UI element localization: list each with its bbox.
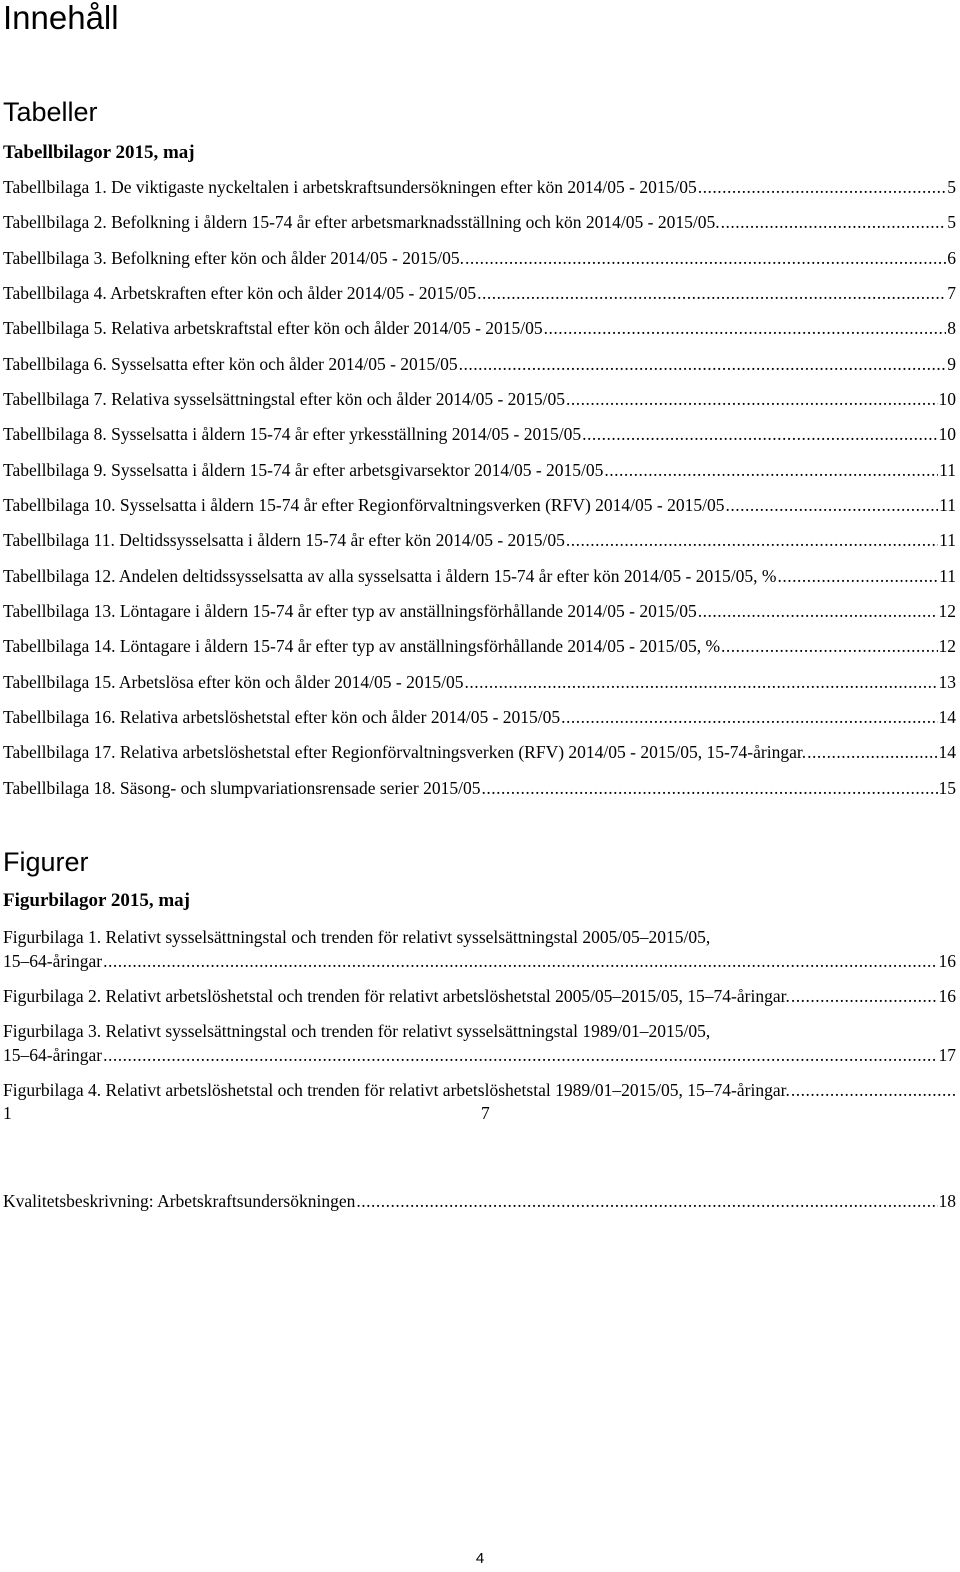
figures-subheading: Figurbilagor 2015, maj xyxy=(3,890,191,911)
toc-entry-figure-3[interactable] xyxy=(3,1019,956,1078)
toc-entry-table-17[interactable] xyxy=(3,741,956,776)
toc-entry-title: Tabellbilaga 6. Sysselsatta efter kön och ålder 2014/05 - 2015/05 xyxy=(3,353,458,374)
toc-leader-dots xyxy=(721,211,947,233)
toc-leader-dots xyxy=(698,600,938,622)
toc-entry-table-9[interactable] xyxy=(3,459,956,494)
toc-entry-table-16[interactable] xyxy=(3,706,956,741)
toc-entry-page: 11 xyxy=(939,494,956,515)
toc-entry-title: Tabellbilaga 11. Deltidssysselsatta i åldern 15-74 år efter kön 2014/05 - 2015/05 xyxy=(3,530,565,551)
toc-entry-title: Tabellbilaga 13. Löntagare i åldern 15-74 år efter typ av anställningsförhållande 2014/05 - 2015/05 xyxy=(3,600,697,621)
toc-leader-dots xyxy=(103,1043,937,1067)
toc-leader-dots xyxy=(566,529,938,551)
toc-entry-page: 5 xyxy=(947,177,956,197)
toc-leader-dots xyxy=(807,741,937,763)
toc-entry-title: Tabellbilaga 7. Relativa sysselsättningstal efter kön och ålder 2014/05 - 2015/05 xyxy=(3,388,566,409)
toc-leader-dots xyxy=(604,459,938,481)
tables-heading: Tabeller xyxy=(3,97,98,127)
toc-entry-page: 6 xyxy=(947,247,956,268)
toc-entry-figure-2[interactable] xyxy=(3,984,956,1019)
toc-entry-table-4[interactable] xyxy=(3,282,956,317)
toc-entry-quality-description[interactable] xyxy=(3,1189,956,1213)
toc-entry-table-14[interactable] xyxy=(3,635,956,670)
toc-entry-table-1[interactable] xyxy=(3,176,956,211)
toc-entry-page: 10 xyxy=(938,388,956,409)
toc-leader-dots xyxy=(777,565,938,587)
toc-leader-dots xyxy=(721,635,937,657)
toc-leader-dots xyxy=(698,176,947,198)
toc-entry-page-part1: 1 xyxy=(3,1103,12,1123)
toc-entry-page: 8 xyxy=(947,318,956,339)
toc-entry-page: 16 xyxy=(938,951,956,971)
toc-leader-dots xyxy=(544,317,947,339)
figures-heading: Figurer xyxy=(3,847,89,877)
toc-entry-title: Tabellbilaga 9. Sysselsatta i åldern 15-74 år efter arbetsgivarsektor 2014/05 - 2015/05 xyxy=(3,459,604,480)
toc-leader-dots xyxy=(725,494,938,516)
toc-leader-dots xyxy=(465,247,946,269)
toc-entry-table-5[interactable] xyxy=(3,317,956,352)
toc-leader-dots xyxy=(566,388,937,410)
toc-entry-page: 9 xyxy=(947,353,956,374)
toc-entry-title: Tabellbilaga 10. Sysselsatta i åldern 15-74 år efter Regionförvaltningsverken (RFV) 2014/05 - 2015/05 xyxy=(3,494,725,515)
figures-toc-list xyxy=(3,925,956,1123)
toc-entry-page-part2: 7 xyxy=(481,1103,490,1123)
toc-entry-title: Tabellbilaga 14. Löntagare i åldern 15-74 år efter typ av anställningsförhållande 2014/05 - 2015/05, % xyxy=(3,636,721,657)
toc-entry-title: Tabellbilaga 5. Relativa arbetskraftstal efter kön och ålder 2014/05 - 2015/05 xyxy=(3,318,543,339)
toc-entry-table-18[interactable] xyxy=(3,777,956,812)
toc-entry-title-line2: 15–64-åringar xyxy=(3,1045,103,1065)
toc-entry-table-13[interactable] xyxy=(3,600,956,635)
toc-entry-page: 15 xyxy=(938,777,956,798)
toc-entry-page: 11 xyxy=(939,459,956,480)
toc-entry-title: Kvalitetsbeskrivning: Arbetskraftsundersökningen xyxy=(3,1191,356,1211)
toc-entry-title: Tabellbilaga 3. Befolkning efter kön och ålder 2014/05 - 2015/05. xyxy=(3,247,464,268)
toc-leader-dots xyxy=(481,777,937,799)
toc-entry-title: Tabellbilaga 8. Sysselsatta i åldern 15-74 år efter yrkesställning 2014/05 - 2015/05 xyxy=(3,424,582,445)
toc-entry-page: 17 xyxy=(938,1045,956,1065)
toc-entry-table-8[interactable] xyxy=(3,423,956,458)
toc-leader-dots xyxy=(791,1078,955,1102)
toc-entry-table-11[interactable] xyxy=(3,529,956,564)
toc-entry-title-line1: Figurbilaga 3. Relativt sysselsättningstal och trenden för relativt sysselsättningstal 1989/01–2015/05, xyxy=(3,1021,711,1041)
toc-entry-page: 14 xyxy=(938,742,956,763)
toc-entry-table-6[interactable] xyxy=(3,353,956,388)
toc-entry-page: 11 xyxy=(939,565,956,586)
toc-entry-page: 11 xyxy=(939,530,956,551)
toc-entry-figure-1[interactable] xyxy=(3,925,956,984)
toc-leader-dots xyxy=(464,671,937,693)
toc-leader-dots xyxy=(477,282,946,304)
toc-entry-title: Tabellbilaga 1. De viktigaste nyckeltalen i arbetskraftsundersökningen efter kön 2014/05 - 2015/05 xyxy=(3,177,697,197)
tables-toc-list xyxy=(3,176,956,812)
toc-entry-figure-4[interactable] xyxy=(3,1078,956,1123)
toc-entry-title-line2: 15–64-åringar xyxy=(3,951,103,971)
toc-entry-title: Figurbilaga 2. Relativt arbetslöshetstal och trenden för relativt arbetslöshetstal 2005/05–2015/05, 15–74-åringar. xyxy=(3,986,790,1006)
tables-subheading: Tabellbilagor 2015, maj xyxy=(3,142,195,163)
toc-entry-table-12[interactable] xyxy=(3,565,956,600)
toc-entry-page: 13 xyxy=(938,671,956,692)
toc-leader-dots xyxy=(791,984,938,1008)
toc-entry-page: 18 xyxy=(938,1191,956,1211)
toc-entry-title: Tabellbilaga 15. Arbetslösa efter kön och ålder 2014/05 - 2015/05 xyxy=(3,671,464,692)
toc-leader-dots xyxy=(459,353,947,375)
page-title: Innehåll xyxy=(3,0,119,36)
toc-entry-table-7[interactable] xyxy=(3,388,956,423)
toc-entry-page: 12 xyxy=(938,636,956,657)
toc-entry-table-10[interactable] xyxy=(3,494,956,529)
toc-leader-dots xyxy=(561,706,937,728)
toc-entry-page: 12 xyxy=(938,600,956,621)
toc-leader-dots xyxy=(103,949,937,973)
page-number: 4 xyxy=(475,1550,485,1567)
toc-entry-title: Tabellbilaga 12. Andelen deltidssysselsatta av alla sysselsatta i åldern 15-74 år efter kön 2014/05 - 2015/05, % xyxy=(3,565,777,586)
toc-entry-table-15[interactable] xyxy=(3,671,956,706)
toc-entry-title: Tabellbilaga 18. Säsong- och slumpvariationsrensade serier 2015/05 xyxy=(3,777,481,798)
toc-entry-title: Tabellbilaga 16. Relativa arbetslöshetstal efter kön och ålder 2014/05 - 2015/05 xyxy=(3,706,561,727)
toc-entry-table-2[interactable] xyxy=(3,211,956,246)
toc-entry-page: 16 xyxy=(938,986,956,1006)
toc-entry-page: 10 xyxy=(938,424,956,445)
toc-entry-table-3[interactable] xyxy=(3,247,956,282)
toc-entry-title: Tabellbilaga 2. Befolkning i åldern 15-74 år efter arbetsmarknadsställning och kön 2014/05 - 2015/05. xyxy=(3,212,720,233)
toc-entry-title: Tabellbilaga 4. Arbetskraften efter kön och ålder 2014/05 - 2015/05 xyxy=(3,282,477,303)
toc-leader-dots xyxy=(582,423,937,445)
toc-leader-dots xyxy=(356,1189,937,1213)
toc-entry-title: Tabellbilaga 17. Relativa arbetslöshetstal efter Regionförvaltningsverken (RFV) 2014/05 - 2015/05, 15-74-åringar. xyxy=(3,742,807,763)
toc-entry-title-line1: Figurbilaga 1. Relativt sysselsättningstal och trenden för relativt sysselsättningstal 2005/05–2015/05, xyxy=(3,927,711,947)
toc-entry-page: 7 xyxy=(947,282,956,303)
toc-entry-title: Figurbilaga 4. Relativt arbetslöshetstal och trenden för relativt arbetslöshetstal 1989/01–2015/05, 15–74-åringar. xyxy=(3,1080,790,1100)
toc-entry-page: 5 xyxy=(947,212,956,233)
toc-entry-page: 14 xyxy=(938,706,956,727)
